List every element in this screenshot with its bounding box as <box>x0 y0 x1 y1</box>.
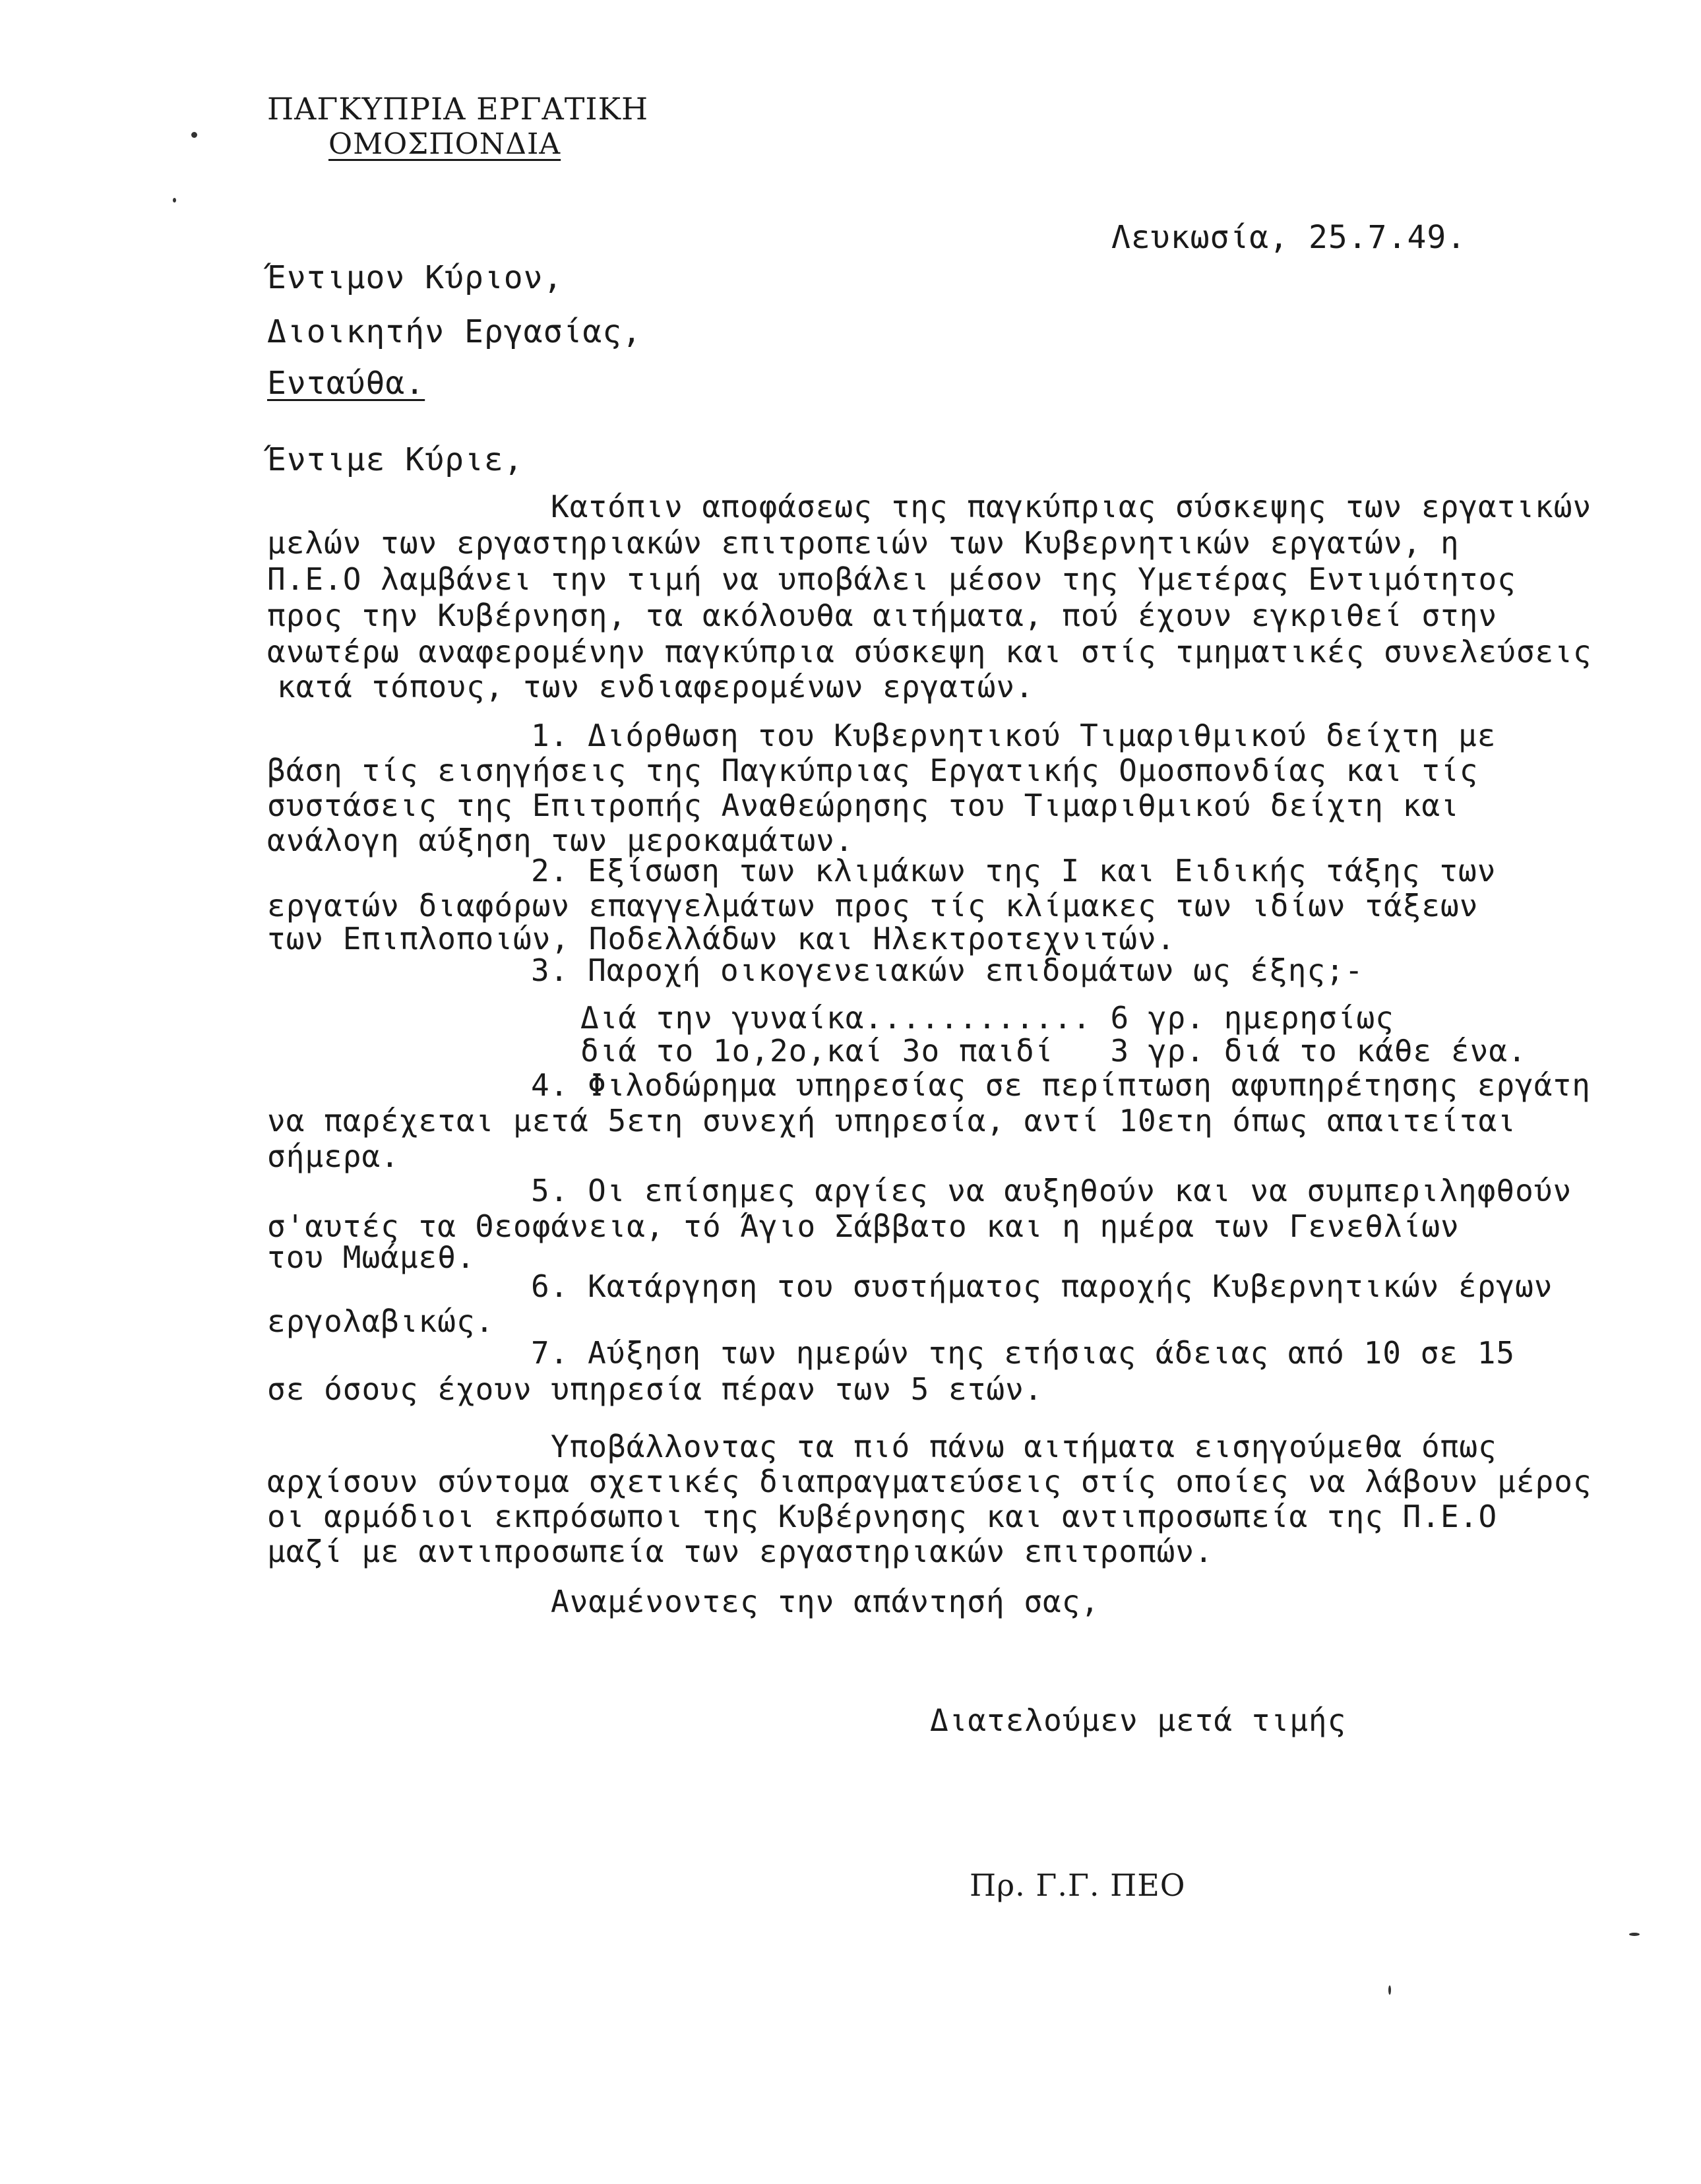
demand-line: του Μωάμεθ. <box>267 1239 476 1275</box>
intro-line: προς την Κυβέρνηση, τα ακόλουθα αιτήματα, πού έχουν εγκριθεί στην <box>267 598 1498 633</box>
intro-line: ανωτέρω αναφερομένην παγκύπρια σύσκεψη και στίς τμηματικές συνελεύσεις <box>267 634 1592 670</box>
demand-line: 3. Παροχή οικογενειακών επιδομάτων ως έξης;- <box>531 952 1364 988</box>
demand-line: 5. Οι επίσημες αργίες να αυξηθούν και να συμπεριληφθούν <box>531 1173 1572 1208</box>
demand-line: εργατών διαφόρων επαγγελμάτων προς τίς κλίμακες των ιδίων τάξεων <box>267 888 1479 923</box>
valediction: Διατελούμεν μετά τιμής <box>930 1702 1347 1738</box>
demand-line: εργολαβικώς. <box>267 1303 495 1339</box>
demand-line: βάση τίς εισηγήσεις της Παγκύπριας Εργατικής Ομοσπονδίας και τίς <box>267 753 1479 788</box>
demand-line: σε όσους έχουν υπηρεσία πέραν των 5 ετών. <box>267 1371 1043 1407</box>
recipient-line3: Ενταύθα. <box>267 365 425 402</box>
demand-line: 6. Κατάργηση του συστήματος παροχής Κυβερνητικών έργων <box>531 1268 1553 1304</box>
closing-line: Υποβάλλοντας τα πιό πάνω αιτήματα εισηγούμεθα όπως <box>551 1429 1497 1464</box>
closing-line: αρχίσουν σύντομα σχετικές διαπραγματεύσεις στίς οποίες να λάβουν μέρος <box>267 1464 1592 1499</box>
intro-line: μελών των εργαστηριακών επιτροπειών των Κυβερνητικών εργατών, η <box>267 525 1460 561</box>
recipient-line2: Διοικητήν Εργασίας, <box>267 313 642 350</box>
signature: Πρ. Γ.Γ. ΠΕΟ <box>970 1867 1186 1903</box>
letterhead-org-line1: ΠΑΓΚΥΠΡΙΑ ΕΡΓΑΤΙΚΗ <box>267 91 649 127</box>
demand-line: 7. Αύξηση των ημερών της ετήσιας άδειας από 10 σε 15 <box>531 1335 1516 1371</box>
demand-line: των Επιπλοποιών, Ποδελλάδων και Ηλεκτροτεχνιτών. <box>267 921 1176 956</box>
awaiting-reply: Αναμένοντες την απάντησή σας, <box>551 1584 1100 1619</box>
letterhead-org-line2: ΟΜΟΣΠΟΝΔΙΑ <box>328 127 561 161</box>
demand-line: ανάλογη αύξηση των μεροκαμάτων. <box>267 823 854 858</box>
intro-line: κατά τόπους, των ενδιαφερομένων εργατών. <box>277 669 1034 704</box>
demand-line: να παρέχεται μετά 5ετη συνεχή υπηρεσία, αντί 10ετη όπως απαιτείται <box>267 1103 1516 1139</box>
date-place: Λευκωσία, 25.7.49. <box>1111 219 1467 256</box>
demand-line: 4. Φιλοδώρημα υπηρεσίας σε περίπτωση αφυπηρέτησης εργάτη <box>531 1067 1591 1103</box>
scan-speck <box>191 132 197 138</box>
demand-line: Διά την γυναίκα............ 6 γρ. ημερησίως <box>580 1000 1394 1036</box>
demand-line: 2. Εξίσωση των κλιμάκων της Ι και Ειδικής τάξης των <box>531 853 1497 889</box>
demand-line: σήμερα. <box>267 1139 400 1174</box>
closing-line: μαζί με αντιπροσωπεία των εργαστηριακών επιτροπών. <box>267 1534 1214 1569</box>
intro-line: Κατόπιν αποφάσεως της παγκύπριας σύσκεψης των εργατικών <box>551 489 1592 524</box>
demand-line: σ'αυτές τα Θεοφάνεια, τό Άγιο Σάββατο και η ημέρα των Γενεθλίων <box>267 1208 1460 1244</box>
intro-line: Π.Ε.Ο λαμβάνει την τιμή να υποβάλει μέσον της Υμετέρας Εντιμότητος <box>267 561 1516 597</box>
scan-speck <box>173 198 176 203</box>
salutation: Έντιμε Κύριε, <box>267 441 524 478</box>
demand-line: διά το 1ο,2ο,καί 3ο παιδί 3 γρ. διά το κάθε ένα. <box>580 1033 1527 1069</box>
demand-line: 1. Διόρθωση του Κυβερνητικού Τιμαριθμικού δείχτη με <box>531 718 1497 753</box>
closing-line: οι αρμόδιοι εκπρόσωποι της Κυβέρνησης και αντιπροσωπεία της Π.Ε.Ο <box>267 1499 1498 1534</box>
recipient-line1: Έντιμον Κύριον, <box>267 259 563 296</box>
scan-speck <box>1388 1985 1391 1995</box>
scan-speck <box>1629 1933 1640 1936</box>
demand-line: συστάσεις της Επιτροπής Αναθεώρησης του Τιμαριθμικού δείχτη και <box>267 788 1460 823</box>
